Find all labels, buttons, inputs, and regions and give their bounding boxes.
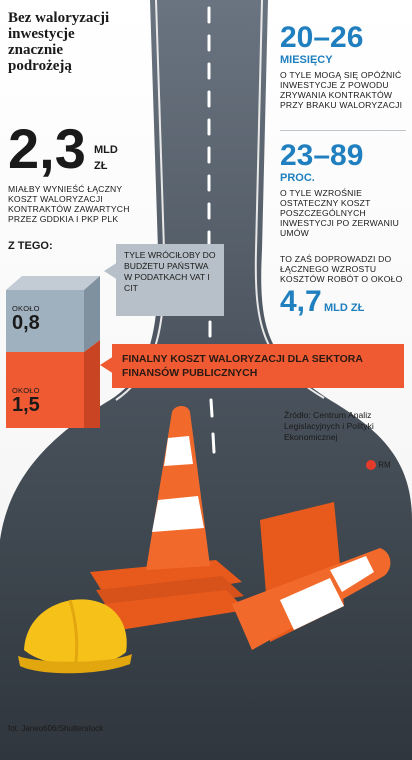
divider — [280, 130, 406, 131]
public-cost-value: 1,5 — [12, 394, 40, 416]
total-cost-description: MIAŁBY WYNIEŚĆ ŁĄCZNY KOSZT WALORYZACJI KONTRAKTÓW ZAWARTYCH PRZEZ GDDKIA I PKP PLK — [8, 184, 130, 224]
cost-increase-range: 23–89 — [280, 139, 364, 172]
cost-growth-description: TO ZAŚ DOPROWADZI DO ŁĄCZNEGO WZROSTU KOSZTÓW ROBÓT O OKOŁO — [280, 254, 403, 284]
z-tego-label: Z TEGO: — [8, 240, 53, 252]
cost-growth-unit: MLD ZŁ — [324, 302, 365, 314]
callout-pointer — [104, 262, 118, 280]
delay-range: 20–26 — [280, 21, 364, 54]
infographic-title: Bez waloryzacji inwestycje znacznie podrożeją — [8, 10, 110, 74]
public-cost-label: OKOŁO — [12, 386, 40, 395]
delay-description: O TYLE MOGĄ SIĘ OPÓŹNIĆ INWESTYCJE Z POWODU ZRYWANIA KONTRAKTÓW PRZY BRAKU WALORYZACJI — [280, 70, 403, 110]
vat-share-value: 0,8 — [12, 312, 40, 334]
total-cost-unit-bottom: ZŁ — [94, 160, 108, 172]
total-cost-value: 2,3 — [8, 117, 86, 180]
cost-growth-value: 4,7 — [280, 285, 322, 318]
banner-pointer — [100, 356, 114, 374]
publisher-logo — [366, 460, 406, 472]
vat-callout: TYLE WRÓCIŁOBY DO BUDŻETU PAŃSTWA W PODATKACH VAT I CIT — [116, 244, 224, 316]
final-cost-banner: FINALNY KOSZT WALORYZACJI DLA SEKTORA FINANSÓW PUBLICZNYCH — [112, 344, 404, 388]
logo-text: RM — [378, 460, 391, 470]
vat-share-label: OKOŁO — [12, 304, 40, 313]
source-note: Źródło: Centrum Analiz Legislacyjnych i Polityki Ekonomicznej — [284, 410, 374, 442]
logo-mark — [366, 460, 376, 470]
total-cost-unit-top: MLD — [94, 144, 118, 156]
cost-increase-unit: PROC. — [280, 172, 315, 184]
photo-credit: fot. Janeo606/Shutterstock — [8, 724, 104, 733]
delay-unit: MIESIĘCY — [280, 54, 333, 66]
cost-increase-description: O TYLE WZROŚNIE OSTATECZNY KOSZT POSZCZEGÓLNYCH INWESTYCJI PO ZERWANIU UMÓW — [280, 188, 399, 238]
